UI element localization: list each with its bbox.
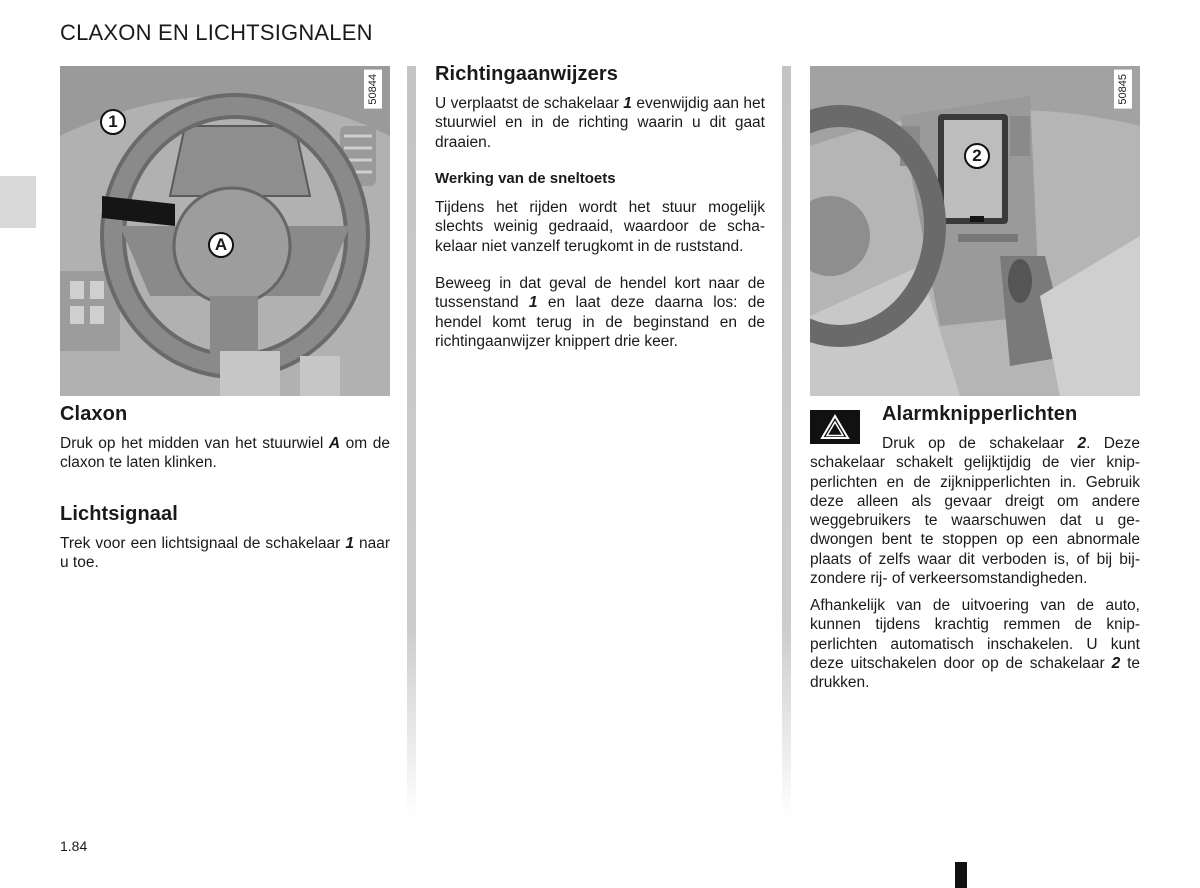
chapter-tab <box>0 176 36 228</box>
page-title: CLAXON EN LICHTSIGNALEN <box>60 20 373 45</box>
corner-mark <box>955 862 967 888</box>
dashboard-illustration <box>810 66 1140 396</box>
page-number: 1.84 <box>60 838 88 854</box>
lichtsignaal-text: Trek voor een lichtsignaal de schakelaar 1 naar u toe. <box>60 535 390 572</box>
richtingaanwijzers-heading: Richtingaanwijzers <box>435 63 618 85</box>
callout-1: 1 <box>100 109 126 135</box>
figure-code-2: 50845 <box>1114 70 1132 109</box>
callout-2: 2 <box>964 143 990 169</box>
sneltoets-subheading: Werking van de sneltoets <box>435 170 616 187</box>
richtingaanwijzers-text-1: U verplaatst de schakelaar 1 evenwijdig aan het stuurwiel en in de richting waarin u dit gaat draaien. <box>435 95 765 151</box>
alarm-heading: Alarmknipperlichten <box>882 403 1078 425</box>
dashboard-figure <box>810 66 1140 396</box>
alarm-text-1: Druk op de schakelaar 2. Deze schakelaar schakelt gelijktijdig de vier knipperlichten en de zijknipperlichten in. Gebruik deze alleen als gevaar dreigt om andere weggebruikers te waarschuwen dat u gedwongen bent te stoppen op een abnormale plaats of zelfs waar dit verboden is, of bij bijzondere rij- of verkeersomstandigheden. <box>810 435 1140 588</box>
claxon-heading: Claxon <box>60 403 128 425</box>
column-divider-2 <box>782 66 791 818</box>
claxon-text: Druk op het midden van het stuurwiel A om de claxon te laten klinken. <box>60 435 390 472</box>
figure-code: 50844 <box>364 70 382 109</box>
alarm-text-2: Afhankelijk van de uitvoering van de auto, kunnen tijdens krachtig remmen de knipperlichten automatisch inschakelen. U kunt deze uitschakelen door op de schakelaar 2 te drukken. <box>810 597 1141 692</box>
sneltoets-text-2: Beweeg in dat geval de hendel kort naar de tussenstand 1 en laat deze daarna los: de hendel komt terug in de beginstand en de richtingaanwijzer knippert drie keer. <box>435 275 765 350</box>
callout-a: A <box>208 232 234 258</box>
sneltoets-text-1: Tijdens het rijden wordt het stuur mogelijk slechts weinig gedraaid, waardoor de schakelaar niet vanzelf terugkomt in de ruststand. <box>435 199 765 255</box>
column-divider-1 <box>407 66 416 818</box>
lichtsignaal-heading: Lichtsignaal <box>60 503 178 525</box>
steering-wheel-figure <box>60 66 390 396</box>
